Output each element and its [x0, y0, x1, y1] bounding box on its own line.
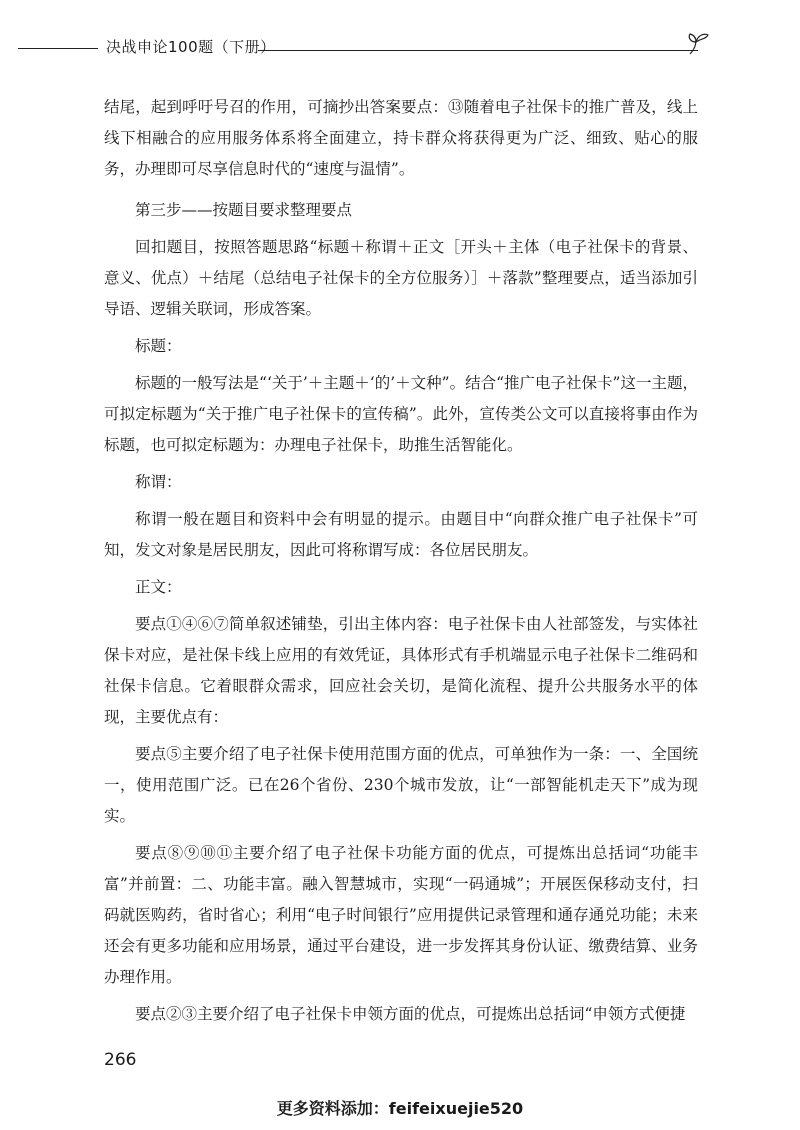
page-body — [104, 92, 698, 1036]
footer-text: 更多资料添加：feifeixuejie520 — [276, 1099, 524, 1118]
footer-note — [0, 1096, 800, 1119]
running-header — [0, 30, 800, 66]
paragraph: 要点①④⑥⑦简单叙述铺垫，引出主体内容：电子社保卡由人社部签发，与实体社保卡对应，是社保卡线上应用的有效凭证，具体形式有手机端显示电子社保卡二维码和社保卡信息。它着眼群众需求，回应社会关切，是简化流程、提升公共服务水平的体现，主要优点有： — [104, 615, 698, 726]
paragraph: 要点⑤主要介绍了电子社保卡使用范围方面的优点，可单独作为一条：一、全国统一，使用范围广泛。已在26个省份、230个城市发放，让“一部智能机走天下”成为现实。 — [104, 745, 698, 825]
paragraph: 回扣题目，按照答题思路“标题＋称谓＋正文［开头＋主体（电子社保卡的背景、意义、优点）＋结尾（总结电子社保卡的全方位服务）］＋落款”整理要点，适当添加引导语、逻辑关联词，形成答案。 — [104, 238, 698, 318]
step-heading: 第三步——按题目要求整理要点 — [135, 201, 353, 219]
paragraph: 称谓一般在题目和资料中会有明显的提示。由题目中“向群众推广电子社保卡”可知，发文对象是居民朋友，因此可将称谓写成：各位居民朋友。 — [104, 510, 698, 559]
book-title: 决战申论100题（下册） — [106, 38, 276, 56]
paragraph: 结尾，起到呼吁号召的作用，可摘抄出答案要点：⑬随着电子社保卡的推广普及，线上线下相融合的应用服务体系将全面建立，持卡群众将获得更为广泛、细致、贴心的服务，办理即可尽享信息时代的“速度与温情”。 — [104, 98, 698, 178]
header-rule-left — [18, 48, 98, 49]
section-label-title: 标题： — [135, 337, 182, 355]
header-rule-right — [258, 50, 698, 51]
paragraph: 要点⑧⑨⑩⑪主要介绍了电子社保卡功能方面的优点，可提炼出总括词“功能丰富”并前置：二、功能丰富。融入智慧城市，实现“一码通城”；开展医保移动支付，扫码就医购药，省时省心；利用“电子时间银行”应用提供记录管理和通存通兑功能；未来还会有更多功能和应用场景，通过平台建设，进一步发挥其身份认证、缴费结算、业务办理作用。 — [104, 844, 698, 986]
paragraph: 要点②③主要介绍了电子社保卡申领方面的优点，可提炼出总括词“申领方式便捷 — [135, 1005, 686, 1023]
page-number: 266 — [104, 1050, 137, 1070]
sprout-icon — [684, 30, 712, 60]
paragraph: 标题的一般写法是“‘关于’＋主题＋‘的’＋文种”。结合“推广电子社保卡”这一主题，可拟定标题为“关于推广电子社保卡的宣传稿”。此外，宣传类公文可以直接将事由作为标题，也可拟定标题为：办理电子社保卡，助推生活智能化。 — [104, 374, 698, 454]
section-label-salutation: 称谓： — [135, 473, 182, 491]
section-label-body: 正文： — [135, 578, 182, 596]
